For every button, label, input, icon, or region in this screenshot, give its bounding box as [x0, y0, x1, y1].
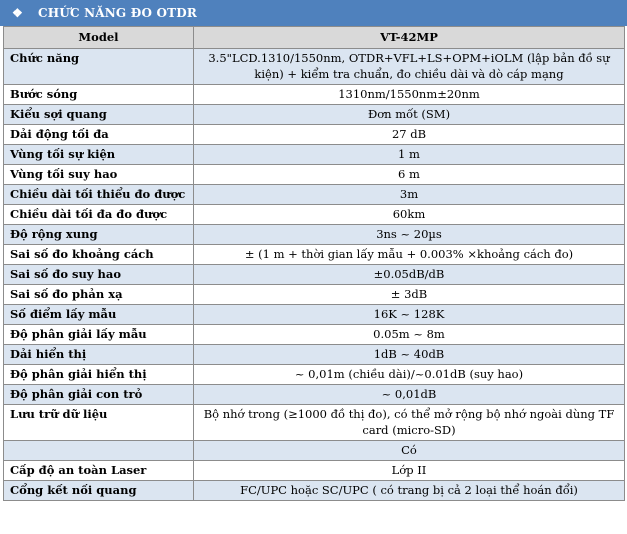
row-value: ~ 0,01dB: [194, 385, 625, 405]
row-value: ~ 0,01m (chiều dài)/~0.01dB (suy hao): [194, 365, 625, 385]
table-row: [4, 125, 625, 145]
row-value: 0.05m ~ 8m: [194, 325, 625, 345]
table-row: [4, 205, 625, 225]
table-row: [4, 49, 625, 85]
table-row: [4, 185, 625, 205]
row-label: Độ phân giải hiển thị: [4, 365, 194, 385]
table-row: [4, 365, 625, 385]
row-value: Bộ nhớ trong (≥1000 đồ thị đo), có thể mở rộng bộ nhớ ngoài dùng TF card (micro-SD): [194, 405, 625, 441]
row-label: Cấp độ an toàn Laser: [4, 461, 194, 481]
row-value: 1310nm/1550nm±20nm: [194, 85, 625, 105]
row-value: 16K ~ 128K: [194, 305, 625, 325]
header-model-value: VT-42MP: [194, 27, 625, 49]
diamond-bullet-icon: ❖: [12, 6, 23, 20]
row-label: Chức năng: [4, 49, 194, 85]
row-label: Vùng tối sự kiện: [4, 145, 194, 165]
table-row: [4, 441, 625, 461]
table-row: [4, 385, 625, 405]
row-label: Số điểm lấy mẫu: [4, 305, 194, 325]
row-label: Sai số đo phản xạ: [4, 285, 194, 305]
row-value: Có: [194, 441, 625, 461]
table-row: [4, 461, 625, 481]
table-row: [4, 225, 625, 245]
row-value: 1 m: [194, 145, 625, 165]
table-row: [4, 405, 625, 441]
table-row: [4, 481, 625, 501]
row-label: Lưu trữ dữ liệu: [4, 405, 194, 441]
row-label: Độ rộng xung: [4, 225, 194, 245]
row-value: 60km: [194, 205, 625, 225]
section-title-bar: [0, 0, 627, 26]
row-value: FC/UPC hoặc SC/UPC ( có trang bị cả 2 loại thể hoán đổi): [194, 481, 625, 501]
table-row: [4, 245, 625, 265]
row-value: 3m: [194, 185, 625, 205]
header-model-label: Model: [4, 27, 194, 49]
row-value: Đơn mốt (SM): [194, 105, 625, 125]
row-value: 27 dB: [194, 125, 625, 145]
row-label: Chiều dài tối thiểu đo được: [4, 185, 194, 205]
table-row: [4, 345, 625, 365]
row-value: 3ns ~ 20µs: [194, 225, 625, 245]
section-title: CHỨC NĂNG ĐO OTDR: [38, 6, 198, 20]
row-label: Sai số đo suy hao: [4, 265, 194, 285]
row-label: Cổng kết nối quang: [4, 481, 194, 501]
row-label: Vùng tối suy hao: [4, 165, 194, 185]
table-row: [4, 85, 625, 105]
row-label: Dải hiển thị: [4, 345, 194, 365]
table-row: [4, 325, 625, 345]
spec-table: [3, 26, 625, 501]
table-row: [4, 285, 625, 305]
row-label: Dải động tối đa: [4, 125, 194, 145]
table-row: [4, 265, 625, 285]
row-label: Sai số đo khoảng cách: [4, 245, 194, 265]
table-header-row: [4, 27, 625, 49]
row-value: ± (1 m + thời gian lấy mẫu + 0.003% ×khoảng cách đo): [194, 245, 625, 265]
row-value: 6 m: [194, 165, 625, 185]
table-row: [4, 165, 625, 185]
row-label: Kiểu sợi quang: [4, 105, 194, 125]
row-value: ±0.05dB/dB: [194, 265, 625, 285]
table-row: [4, 145, 625, 165]
row-value: Lớp II: [194, 461, 625, 481]
row-label: Độ phân giải lấy mẫu: [4, 325, 194, 345]
row-label: Độ phân giải con trỏ: [4, 385, 194, 405]
table-row: [4, 105, 625, 125]
row-value: ± 3dB: [194, 285, 625, 305]
row-label: [4, 441, 194, 461]
table-row: [4, 305, 625, 325]
row-label: Bước sóng: [4, 85, 194, 105]
row-value: 3.5"LCD.1310/1550nm, OTDR+VFL+LS+OPM+iOLM (lập bản đồ sự kiện) + kiểm tra chuẩn, đo chiều dài và dò cáp mạng: [194, 49, 625, 85]
row-value: 1dB ~ 40dB: [194, 345, 625, 365]
row-label: Chiều dài tối đa đo được: [4, 205, 194, 225]
